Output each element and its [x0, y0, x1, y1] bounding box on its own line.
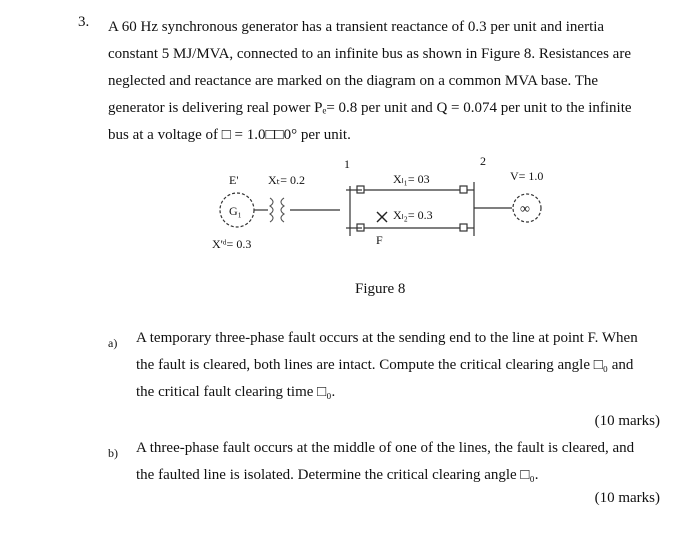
figure-caption: Figure 8 [355, 281, 406, 297]
question-line: constant 5 MJ/MVA, connected to an infinite bus as shown in Figure 8. Resistances are [108, 46, 631, 62]
transformer-symbol [270, 198, 284, 222]
part-b-line: A three-phase fault occurs at the middle of one of the lines, the fault is cleared, and [136, 440, 635, 456]
part-b-marks: (10 marks) [594, 490, 660, 506]
part-a-line: the critical fault clearing time □₀. [136, 384, 336, 400]
fault-marker-icon [377, 212, 387, 222]
part-a-label: a) [108, 336, 118, 350]
generator-symbol [220, 193, 254, 227]
xt-label: Xₜ= 0.2 [268, 173, 305, 187]
bus2-label: 2 [480, 154, 486, 168]
bus-1 [290, 186, 364, 236]
bus-2 [467, 182, 512, 236]
question-line: neglected and reactance are marked on the diagram on a common MVA base. The [108, 73, 599, 89]
bus1-label: 1 [344, 157, 350, 171]
part-a-line: A temporary three-phase fault occurs at the sending end to the line at point F. When [136, 330, 638, 346]
line-2 [364, 224, 467, 231]
fault-label: F [376, 233, 383, 247]
v-label: V= 1.0 [510, 169, 544, 183]
xd-label: X'ᵈ= 0.3 [212, 237, 252, 251]
question-line: generator is delivering real power Pₑ= 0.8 per unit and Q = 0.074 per unit to the infinite [108, 100, 632, 116]
xl1-label: Xₗ₁= 03 [393, 172, 430, 186]
part-a-text [136, 325, 662, 406]
part-b-line: the faulted line is isolated. Determine the critical clearing angle □₀. [136, 467, 539, 483]
question-line: A 60 Hz synchronous generator has a transient reactance of 0.3 per unit and inertia [108, 19, 605, 35]
question-paragraph [108, 14, 658, 149]
line-1 [364, 186, 467, 193]
infinite-bus-symbol [513, 194, 541, 222]
xl2-label: Xₗ₂= 0.3 [393, 208, 433, 222]
question-line: bus at a voltage of □ = 1.0□□0° per unit. [108, 127, 351, 143]
infinite-bus-icon: ∞ [520, 202, 530, 217]
e-prime-label: E' [229, 173, 239, 187]
part-a-line: the fault is cleared, both lines are intact. Compute the critical clearing angle □₀ and [136, 357, 634, 373]
part-a-marks: (10 marks) [594, 413, 660, 429]
generator-label: G₁ [229, 204, 242, 218]
question-number: 3. [78, 14, 90, 30]
part-b-label: b) [108, 446, 118, 460]
part-b-text [136, 435, 662, 489]
